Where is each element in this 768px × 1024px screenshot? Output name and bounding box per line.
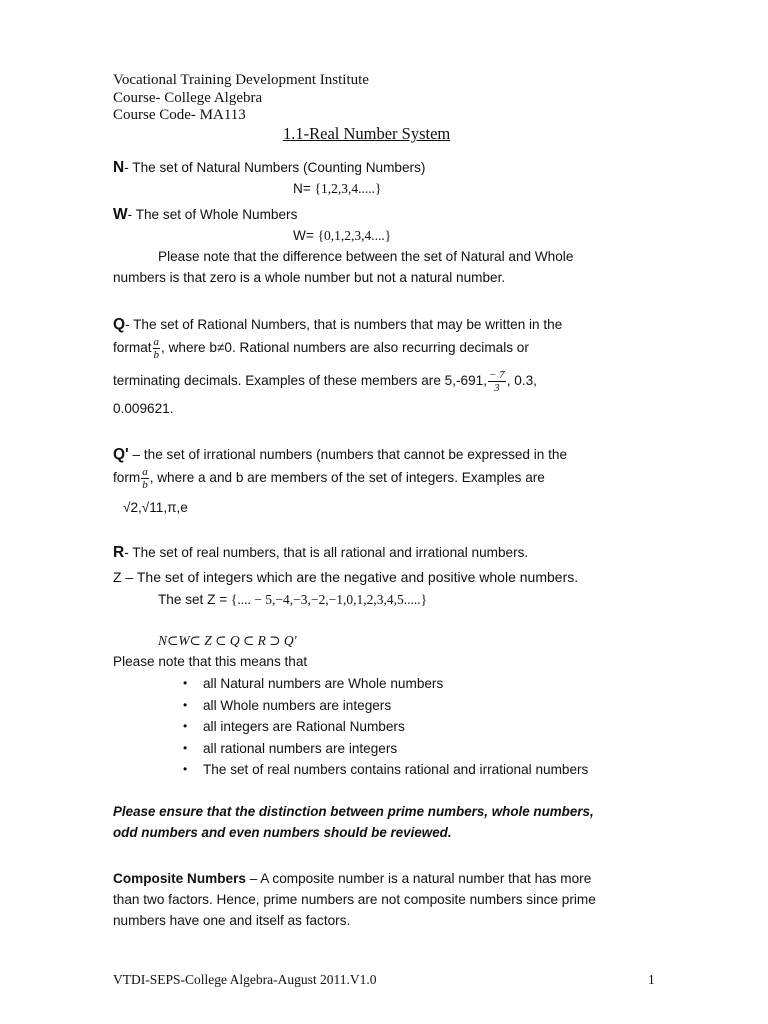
rational-line4: 0.009621.: [113, 401, 174, 416]
rational-text: - The set of Rational Numbers, that is numbers that may be written in the: [125, 317, 563, 332]
bullet-text: all Whole numbers are integers: [203, 697, 392, 713]
bullet-dot-icon: •: [183, 719, 188, 733]
whole-note-line1: Please note that the difference between the set of Natural and Whole: [158, 249, 574, 264]
irrational-line2-text: , where a and b are members of the set of integers. Examples are: [149, 470, 545, 486]
rational-example-fraction: [488, 369, 506, 394]
irrational-form-word: form: [113, 470, 141, 486]
composite-text: – A composite number is a natural number that has more: [245, 871, 592, 886]
bullet-dot-icon: •: [183, 697, 188, 712]
fraction-numerator: − 7: [489, 369, 505, 381]
natural-letter: N: [113, 159, 125, 176]
rational-line3: [113, 369, 537, 394]
fraction-denominator: b: [142, 479, 148, 491]
rational-examples-text: terminating decimals. Examples of these members are 5,-691,: [113, 373, 487, 388]
fraction-denominator: 3: [494, 382, 500, 394]
list-item: [183, 741, 588, 763]
rational-line1: [113, 316, 562, 334]
real-text: - The set of real numbers, that is all rational and irrational numbers.: [124, 545, 529, 560]
header-course-code: Course Code- MA113: [113, 107, 246, 123]
rational-line2: [113, 336, 529, 361]
integers-set-label: The set Z =: [158, 592, 228, 607]
subset-relation: N⊂W⊂ Z ⊂ Q ⊂ R ⊃ Q': [158, 633, 297, 648]
page-number: 1: [648, 972, 655, 987]
footer-left: VTDI-SEPS-College Algebra-August 2011.V1.0: [113, 972, 377, 987]
ensure-note-line1: Please ensure that the distinction between prime numbers, whole numbers,: [113, 804, 594, 819]
composite-term: Composite Numbers: [113, 871, 246, 886]
rational-format-word: format: [113, 340, 152, 356]
bullet-text: all integers are Rational Numbers: [203, 719, 405, 734]
whole-eq-label: W=: [293, 228, 314, 243]
whole-definition: [113, 206, 297, 224]
irrational-text: – the set of irrational numbers (numbers that cannot be expressed in the: [128, 447, 568, 462]
bullet-list: [183, 676, 588, 784]
bullet-text: all Natural numbers are Whole numbers: [203, 676, 444, 691]
page-title: 1.1-Real Number System: [283, 124, 451, 143]
irrational-examples: √2,√11,π,e: [123, 500, 188, 515]
natural-definition: [113, 159, 425, 177]
list-item: [183, 698, 588, 720]
integers-set: {.... − 5,−4,−3,−2,−1,0,1,2,3,4,5.....}: [230, 592, 428, 607]
whole-set-row: [293, 228, 391, 244]
composite-line3: numbers have one and itself as factors.: [113, 913, 351, 928]
irrational-line1: [113, 446, 567, 464]
bullet-text: all rational numbers are integers: [203, 740, 398, 756]
integers-definition: Z – The set of integers which are the negative and positive whole numbers.: [113, 569, 579, 585]
real-letter: R: [113, 544, 125, 561]
bullet-text: The set of real numbers contains rational and irrational numbers: [203, 762, 589, 777]
whole-note-line2: numbers is that zero is a whole number but not a natural number.: [113, 270, 506, 285]
composite-line2: than two factors. Hence, prime numbers are not composite numbers since prime: [113, 892, 596, 907]
natural-set-row: [293, 181, 382, 197]
integers-set-row: [158, 592, 427, 608]
rational-fraction: [153, 336, 161, 361]
bullet-dot-icon: •: [183, 762, 188, 776]
list-item: [183, 762, 588, 784]
natural-text: - The set of Natural Numbers (Counting Numbers): [124, 160, 426, 175]
whole-letter: W: [113, 206, 128, 223]
whole-text: - The set of Whole Numbers: [127, 207, 298, 222]
real-definition: [113, 544, 528, 562]
list-item: [183, 676, 588, 698]
header-institute: Vocational Training Development Institute: [113, 72, 369, 88]
header-course: Course- College Algebra: [113, 90, 263, 106]
bullet-dot-icon: •: [183, 740, 188, 755]
fraction-numerator: a: [142, 466, 148, 478]
ensure-note-line2: odd numbers and even numbers should be reviewed.: [113, 825, 452, 840]
bullet-dot-icon: •: [183, 676, 188, 690]
fraction-denominator: b: [153, 349, 160, 361]
fraction-numerator: a: [153, 336, 160, 348]
rational-line2-text: , where b≠0. Rational numbers are also recurring decimals or: [161, 340, 529, 356]
whole-set: {0,1,2,3,4....}: [317, 228, 392, 243]
irrational-fraction: [141, 466, 149, 491]
rational-line3-tail: , 0.3,: [506, 373, 537, 388]
irrational-letter: Q': [113, 446, 129, 463]
composite-line1: [113, 871, 591, 886]
rational-letter: Q: [113, 316, 126, 333]
irrational-line2: [113, 466, 545, 491]
means-intro: Please note that this means that: [113, 654, 308, 669]
list-item: [183, 719, 588, 741]
natural-set: {1,2,3,4.....}: [314, 181, 382, 196]
natural-eq-label: N=: [293, 181, 311, 196]
